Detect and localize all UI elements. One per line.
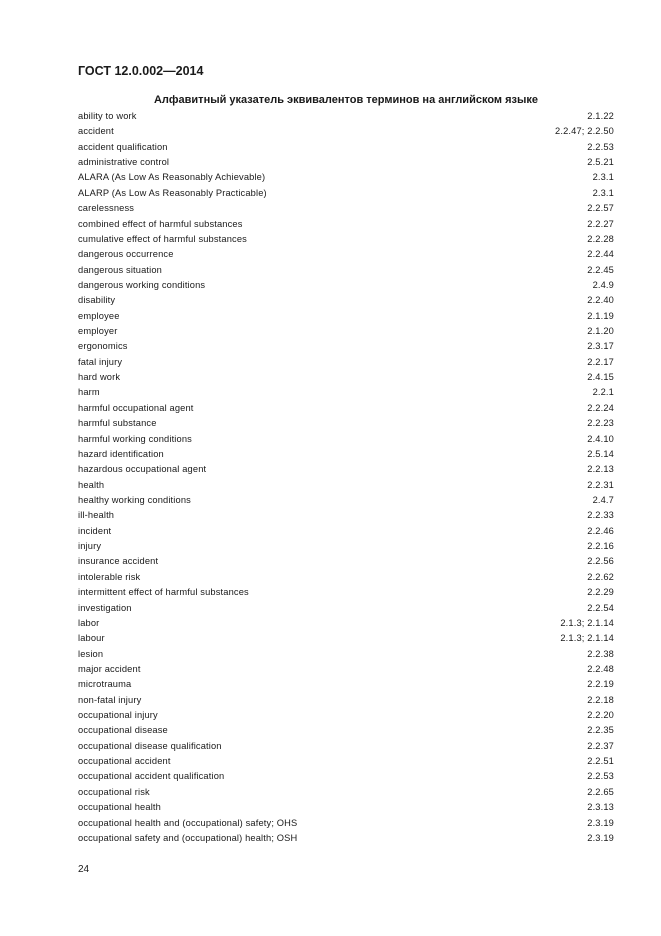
index-entry xyxy=(78,385,614,400)
index-reference: 2.2.31 xyxy=(587,479,614,490)
index-term: microtrauma xyxy=(78,679,132,690)
index-term: ALARA (As Low As Reasonably Achievable) xyxy=(78,172,266,183)
index-reference: 2.1.19 xyxy=(587,310,614,321)
index-entry xyxy=(78,170,614,185)
index-entry xyxy=(78,124,614,139)
index-reference: 2.1.3; 2.1.14 xyxy=(560,633,614,644)
index-term: occupational accident xyxy=(78,756,171,767)
index-term: fatal injury xyxy=(78,356,123,367)
index-entry xyxy=(78,524,614,539)
index-term: intermittent effect of harmful substances xyxy=(78,587,249,598)
index-entry xyxy=(78,508,614,523)
index-term: harm xyxy=(78,387,100,398)
index-reference: 2.3.19 xyxy=(587,832,614,843)
index-term: ALARP (As Low As Reasonably Practicable) xyxy=(78,187,267,198)
index-term: harmful occupational agent xyxy=(78,402,194,413)
index-term: hazard identification xyxy=(78,448,164,459)
index-reference: 2.2.53 xyxy=(587,771,614,782)
index-reference: 2.2.20 xyxy=(587,710,614,721)
index-term: labour xyxy=(78,633,105,644)
index-entry xyxy=(78,370,614,385)
index-reference: 2.2.37 xyxy=(587,740,614,751)
index-reference: 2.1.3; 2.1.14 xyxy=(560,617,614,628)
index-reference: 2.2.62 xyxy=(587,571,614,582)
index-entry xyxy=(78,339,614,354)
index-term: cumulative effect of harmful substances xyxy=(78,233,247,244)
index-term: occupational injury xyxy=(78,710,158,721)
index-term: employer xyxy=(78,326,118,337)
index-term: health xyxy=(78,479,105,490)
index-entry xyxy=(78,478,614,493)
index-entry xyxy=(78,186,614,201)
index-reference: 2.4.15 xyxy=(587,372,614,383)
index-term: insurance accident xyxy=(78,556,159,567)
index-entry xyxy=(78,570,614,585)
index-entry xyxy=(78,647,614,662)
index-reference: 2.2.45 xyxy=(587,264,614,275)
index-term: administrative control xyxy=(78,157,170,168)
index-reference: 2.2.57 xyxy=(587,203,614,214)
index-entry xyxy=(78,631,614,646)
index-entry xyxy=(78,831,614,846)
index-reference: 2.3.19 xyxy=(587,817,614,828)
index-reference: 2.2.47; 2.2.50 xyxy=(555,126,614,137)
index-reference: 2.2.65 xyxy=(587,786,614,797)
index-reference: 2.2.56 xyxy=(587,556,614,567)
index-term: occupational disease xyxy=(78,725,168,736)
index-reference: 2.2.53 xyxy=(587,141,614,152)
index-reference: 2.2.27 xyxy=(587,218,614,229)
index-entry xyxy=(78,155,614,170)
index-entry xyxy=(78,355,614,370)
index-reference: 2.3.1 xyxy=(592,172,614,183)
index-entry xyxy=(78,800,614,815)
index-term: disability xyxy=(78,295,116,306)
index-term: harmful working conditions xyxy=(78,433,192,444)
index-entry xyxy=(78,693,614,708)
index-term: accident qualification xyxy=(78,141,168,152)
index-entry xyxy=(78,723,614,738)
index-entry xyxy=(78,416,614,431)
index-term: intolerable risk xyxy=(78,571,141,582)
index-entry xyxy=(78,232,614,247)
index-term: employee xyxy=(78,310,120,321)
index-reference: 2.3.1 xyxy=(592,187,614,198)
index-entry xyxy=(78,601,614,616)
index-entry xyxy=(78,785,614,800)
index-reference: 2.2.19 xyxy=(587,679,614,690)
index-entry xyxy=(78,493,614,508)
term-index-list xyxy=(78,109,614,846)
index-term: ergonomics xyxy=(78,341,128,352)
index-term: hazardous occupational agent xyxy=(78,464,207,475)
index-entry xyxy=(78,754,614,769)
index-entry xyxy=(78,554,614,569)
index-term: hard work xyxy=(78,372,121,383)
index-term: dangerous occurrence xyxy=(78,249,174,260)
index-entry xyxy=(78,309,614,324)
index-entry xyxy=(78,278,614,293)
index-reference: 2.4.9 xyxy=(592,279,614,290)
index-term: dangerous situation xyxy=(78,264,162,275)
index-entry xyxy=(78,585,614,600)
index-term: occupational health and (occupational) safety; OHS xyxy=(78,817,298,828)
index-reference: 2.2.16 xyxy=(587,541,614,552)
index-entry xyxy=(78,263,614,278)
index-term: incident xyxy=(78,525,112,536)
index-term: labor xyxy=(78,617,100,628)
index-entry xyxy=(78,616,614,631)
index-reference: 2.4.10 xyxy=(587,433,614,444)
index-reference: 2.2.54 xyxy=(587,602,614,613)
index-term: harmful substance xyxy=(78,418,157,429)
index-reference: 2.1.20 xyxy=(587,326,614,337)
index-reference: 2.2.28 xyxy=(587,233,614,244)
index-entry xyxy=(78,662,614,677)
index-reference: 2.2.44 xyxy=(587,249,614,260)
index-title: Алфавитный указатель эквивалентов терминов на английском языке xyxy=(153,94,538,106)
index-term: occupational health xyxy=(78,802,161,813)
index-entry xyxy=(78,539,614,554)
index-reference: 2.2.38 xyxy=(587,648,614,659)
index-entry xyxy=(78,462,614,477)
index-reference: 2.3.13 xyxy=(587,802,614,813)
index-entry xyxy=(78,769,614,784)
index-term: combined effect of harmful substances xyxy=(78,218,243,229)
index-term: occupational safety and (occupational) health; OSH xyxy=(78,832,298,843)
index-entry xyxy=(78,217,614,232)
index-entry xyxy=(78,201,614,216)
index-term: major accident xyxy=(78,663,141,674)
index-reference: 2.5.14 xyxy=(587,448,614,459)
index-term: occupational disease qualification xyxy=(78,740,222,751)
index-reference: 2.2.18 xyxy=(587,694,614,705)
index-term: dangerous working conditions xyxy=(78,279,206,290)
index-entry xyxy=(78,401,614,416)
index-entry xyxy=(78,324,614,339)
index-reference: 2.2.29 xyxy=(587,587,614,598)
index-entry xyxy=(78,816,614,831)
index-reference: 2.1.22 xyxy=(587,111,614,121)
index-reference: 2.2.40 xyxy=(587,295,614,306)
index-term: occupational accident qualification xyxy=(78,771,225,782)
index-reference: 2.2.1 xyxy=(592,387,614,398)
index-term: occupational risk xyxy=(78,786,150,797)
index-entry xyxy=(78,708,614,723)
index-reference: 2.3.17 xyxy=(587,341,614,352)
index-reference: 2.4.7 xyxy=(592,494,614,505)
page-number: 24 xyxy=(78,864,90,875)
index-term: healthy working conditions xyxy=(78,494,191,505)
index-term: carelessness xyxy=(78,203,135,214)
index-reference: 2.2.13 xyxy=(587,464,614,475)
index-term: ill-health xyxy=(78,510,115,521)
index-reference: 2.2.33 xyxy=(587,510,614,521)
index-entry xyxy=(78,739,614,754)
index-reference: 2.2.46 xyxy=(587,525,614,536)
index-reference: 2.5.21 xyxy=(587,157,614,168)
index-term: lesion xyxy=(78,648,104,659)
index-reference: 2.2.51 xyxy=(587,756,614,767)
index-term: accident xyxy=(78,126,114,137)
index-entry xyxy=(78,432,614,447)
index-entry xyxy=(78,677,614,692)
index-reference: 2.2.17 xyxy=(587,356,614,367)
index-reference: 2.2.35 xyxy=(587,725,614,736)
index-entry xyxy=(78,447,614,462)
index-reference: 2.2.48 xyxy=(587,663,614,674)
index-reference: 2.2.24 xyxy=(587,402,614,413)
index-term: ability to work xyxy=(78,111,137,121)
index-entry xyxy=(78,140,614,155)
index-term: injury xyxy=(78,541,102,552)
document-code-header: ГОСТ 12.0.002—2014 xyxy=(78,64,204,78)
index-entry xyxy=(78,247,614,262)
index-entry xyxy=(78,293,614,308)
index-entry xyxy=(78,109,614,124)
index-term: non-fatal injury xyxy=(78,694,142,705)
index-reference: 2.2.23 xyxy=(587,418,614,429)
index-term: investigation xyxy=(78,602,132,613)
